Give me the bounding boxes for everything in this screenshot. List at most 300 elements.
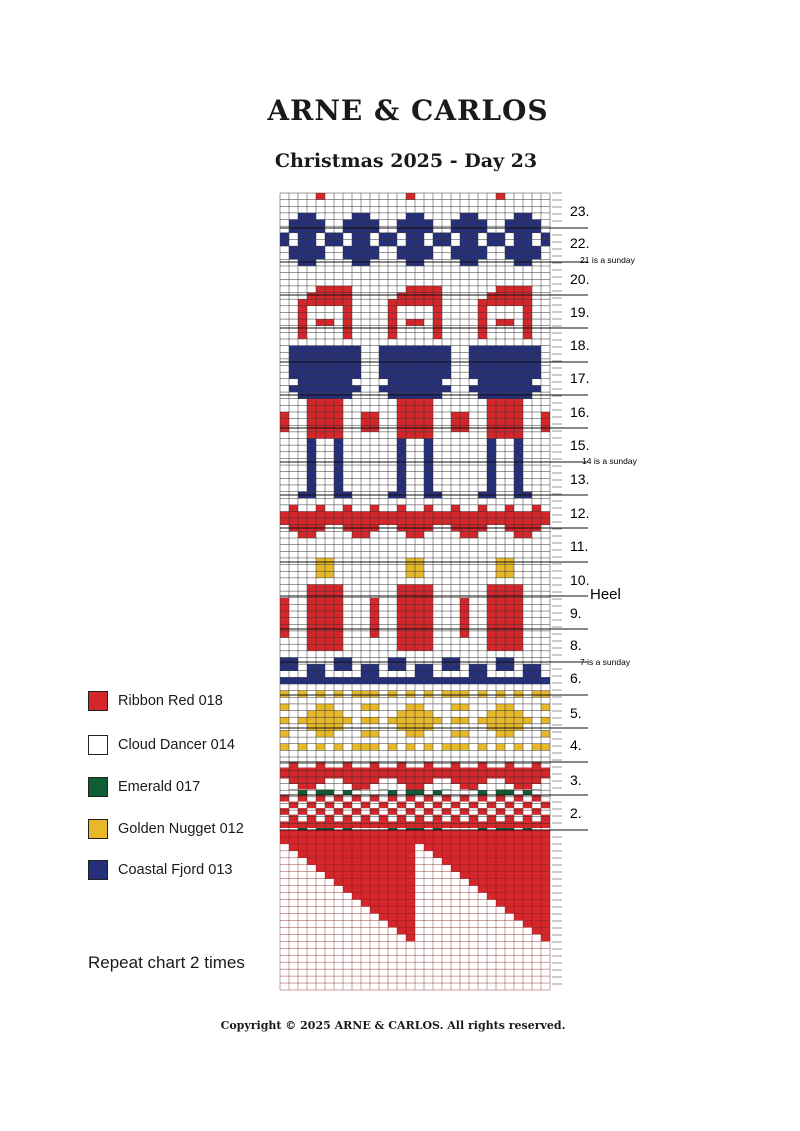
chart-cell <box>424 299 433 306</box>
toe-cell <box>370 900 379 907</box>
chart-cell <box>307 399 316 406</box>
chart-cell <box>397 664 406 671</box>
toe-cell <box>388 830 397 837</box>
chart-cell <box>541 717 550 724</box>
toe-cell <box>325 837 334 844</box>
chart-cell <box>424 253 433 260</box>
chart-cell <box>532 744 541 751</box>
chart-cell <box>505 299 514 306</box>
chart-cell <box>298 372 307 379</box>
chart-cell <box>523 815 532 822</box>
chart-cell <box>298 213 307 220</box>
chart-cell <box>370 744 379 751</box>
legend-item-emerald <box>88 775 200 799</box>
chart-cell <box>469 352 478 359</box>
chart-cell <box>514 631 523 638</box>
chart-cell <box>496 565 505 572</box>
chart-cell <box>532 346 541 353</box>
chart-cell <box>406 724 415 731</box>
chart-cell <box>298 379 307 386</box>
chart-cell <box>406 565 415 572</box>
chart-cell <box>352 795 361 802</box>
chart-cell <box>388 795 397 802</box>
toe-cell <box>487 872 496 879</box>
chart-cell <box>460 773 469 779</box>
chart-cell <box>361 779 370 785</box>
chart-cell <box>469 779 478 785</box>
chart-cell <box>514 512 523 519</box>
chart-cell <box>307 439 316 446</box>
toe-cell <box>469 844 478 851</box>
chart-cell <box>478 332 487 339</box>
toe-cell <box>379 837 388 844</box>
chart-cell <box>397 399 406 406</box>
chart-cell <box>478 319 487 326</box>
chart-cell <box>505 591 514 598</box>
chart-cell <box>397 293 406 300</box>
chart-cell <box>406 253 415 260</box>
chart-cell <box>289 779 298 785</box>
chart-cell <box>316 319 325 326</box>
chart-cell <box>433 372 442 379</box>
chart-cell <box>487 604 496 611</box>
chart-cell <box>541 730 550 737</box>
chart-cell <box>415 352 424 359</box>
chart-cell <box>307 821 316 828</box>
toe-cell <box>406 920 415 927</box>
chart-cell <box>397 379 406 386</box>
legend-item-ribbon-red <box>88 689 223 713</box>
chart-cell <box>415 259 424 266</box>
chart-cell <box>487 233 496 240</box>
chart-cell <box>370 808 379 815</box>
chart-cell <box>505 346 514 353</box>
chart-cell <box>406 518 415 525</box>
chart-cell <box>415 604 424 611</box>
chart-cell <box>352 512 361 519</box>
toe-cell <box>343 865 352 872</box>
chart-cell <box>505 432 514 439</box>
chart-cell <box>523 762 532 768</box>
chart-cell <box>487 815 496 822</box>
chart-cell <box>316 618 325 625</box>
chart-cell <box>469 226 478 233</box>
chart-cell <box>532 220 541 227</box>
chart-cell <box>325 638 334 645</box>
chart-cell <box>433 677 442 684</box>
chart-cell <box>451 505 460 512</box>
chart-cell <box>514 478 523 485</box>
chart-cell <box>442 346 451 353</box>
chart-cell <box>451 246 460 253</box>
chart-cell <box>487 366 496 373</box>
chart-cell <box>343 253 352 260</box>
chart-cell <box>289 773 298 779</box>
chart-cell <box>325 512 334 519</box>
chart-cell <box>316 565 325 572</box>
chart-cell <box>505 795 514 802</box>
chart-cell <box>424 624 433 631</box>
chart-cell <box>460 624 469 631</box>
chart-cell <box>334 808 343 815</box>
chart-cell <box>361 226 370 233</box>
chart-cell <box>469 762 478 768</box>
toe-cell <box>406 865 415 872</box>
chart-cell <box>388 677 397 684</box>
chart-cell <box>343 346 352 353</box>
chart-cell <box>307 518 316 525</box>
toe-cell <box>505 893 514 900</box>
chart-cell <box>361 821 370 828</box>
chart-cell <box>361 773 370 779</box>
sunday-note: 7 is a sunday <box>580 657 631 667</box>
toe-cell <box>496 837 505 844</box>
chart-cell <box>334 399 343 406</box>
chart-cell <box>361 730 370 737</box>
toe-cell <box>361 872 370 879</box>
toe-cell <box>541 851 550 858</box>
chart-cell <box>298 259 307 266</box>
chart-cell <box>433 773 442 779</box>
toe-cell <box>442 851 451 858</box>
chart-cell <box>289 657 298 664</box>
chart-cell <box>325 779 334 785</box>
toe-cell <box>433 851 442 858</box>
chart-cell <box>334 611 343 618</box>
chart-cell <box>523 379 532 386</box>
chart-cell <box>514 425 523 432</box>
chart-cell <box>505 385 514 392</box>
chart-cell <box>298 220 307 227</box>
toe-cell <box>397 893 406 900</box>
chart-cell <box>343 332 352 339</box>
chart-cell <box>361 664 370 671</box>
chart-cell <box>298 233 307 240</box>
chart-cell <box>523 802 532 809</box>
chart-cell <box>415 239 424 246</box>
chart-cell <box>505 821 514 828</box>
chart-cell <box>541 773 550 779</box>
chart-cell <box>289 518 298 525</box>
chart-cell <box>451 784 460 790</box>
legend-label: Coastal Fjord 013 <box>118 862 233 878</box>
chart-cell <box>505 412 514 419</box>
chart-cell <box>352 253 361 260</box>
chart-cell <box>451 704 460 711</box>
chart-cell <box>496 644 505 651</box>
toe-cell <box>478 830 487 837</box>
chart-cell <box>370 762 379 768</box>
chart-cell <box>496 412 505 419</box>
chart-cell <box>325 425 334 432</box>
chart-cell <box>316 246 325 253</box>
chart-cell <box>325 598 334 605</box>
chart-cell <box>460 802 469 809</box>
chart-cell <box>298 762 307 768</box>
chart-cell <box>325 233 334 240</box>
day-label: 23. <box>570 203 590 219</box>
toe-cell <box>532 927 541 934</box>
chart-cell <box>415 293 424 300</box>
chart-cell <box>334 346 343 353</box>
chart-cell <box>415 808 424 815</box>
toe-cell <box>487 830 496 837</box>
chart-cell <box>424 293 433 300</box>
day-label: 17. <box>570 370 590 386</box>
toe-cell <box>532 886 541 893</box>
chart-cell <box>316 744 325 751</box>
chart-cell <box>379 784 388 790</box>
chart-cell <box>460 604 469 611</box>
chart-cell <box>325 624 334 631</box>
toe-cell <box>397 907 406 914</box>
chart-cell <box>406 372 415 379</box>
chart-cell <box>514 591 523 598</box>
chart-cell <box>406 531 415 538</box>
toe-cell <box>397 830 406 837</box>
chart-cell <box>334 657 343 664</box>
chart-cell <box>298 677 307 684</box>
chart-cell <box>487 724 496 731</box>
chart-cell <box>523 366 532 373</box>
chart-cell <box>469 795 478 802</box>
chart-cell <box>514 239 523 246</box>
chart-cell <box>334 485 343 492</box>
chart-cell <box>496 611 505 618</box>
chart-cell <box>334 239 343 246</box>
chart-cell <box>487 808 496 815</box>
chart-cell <box>388 657 397 664</box>
chart-cell <box>451 779 460 785</box>
chart-cell <box>280 419 289 426</box>
chart-cell <box>415 631 424 638</box>
chart-cell <box>325 611 334 618</box>
chart-cell <box>388 319 397 326</box>
chart-cell <box>496 346 505 353</box>
chart-cell <box>406 644 415 651</box>
toe-cell <box>514 830 523 837</box>
chart-cell <box>280 784 289 790</box>
chart-cell <box>505 253 514 260</box>
chart-cell <box>379 795 388 802</box>
chart-cell <box>280 808 289 815</box>
toe-cell <box>505 844 514 851</box>
chart-cell <box>325 704 334 711</box>
chart-cell <box>415 571 424 578</box>
chart-cell <box>469 213 478 220</box>
chart-cell <box>424 445 433 452</box>
chart-cell <box>514 773 523 779</box>
chart-cell <box>334 618 343 625</box>
toe-cell <box>406 851 415 858</box>
chart-cell <box>460 220 469 227</box>
chart-cell <box>505 711 514 718</box>
chart-cell <box>325 239 334 246</box>
chart-cell <box>289 762 298 768</box>
chart-cell <box>397 226 406 233</box>
chart-cell <box>352 246 361 253</box>
chart-cell <box>415 220 424 227</box>
chart-cell <box>514 213 523 220</box>
chart-cell <box>343 226 352 233</box>
chart-cell <box>505 644 514 651</box>
chart-cell <box>451 730 460 737</box>
chart-cell <box>280 624 289 631</box>
chart-cell <box>460 246 469 253</box>
chart-cell <box>298 253 307 260</box>
chart-cell <box>424 638 433 645</box>
chart-cell <box>280 518 289 525</box>
chart-cell <box>424 432 433 439</box>
chart-cell <box>406 802 415 809</box>
chart-cell <box>478 372 487 379</box>
toe-cell <box>379 851 388 858</box>
chart-cell <box>325 372 334 379</box>
chart-cell <box>388 664 397 671</box>
chart-cell <box>334 779 343 785</box>
chart-cell <box>415 591 424 598</box>
chart-cell <box>424 631 433 638</box>
chart-cell <box>514 452 523 459</box>
chart-cell <box>505 784 514 790</box>
toe-cell <box>523 893 532 900</box>
chart-cell <box>298 691 307 698</box>
chart-cell <box>325 379 334 386</box>
chart-cell <box>487 584 496 591</box>
chart-cell <box>388 306 397 313</box>
chart-cell <box>343 286 352 293</box>
chart-cell <box>469 385 478 392</box>
chart-cell <box>361 802 370 809</box>
chart-cell <box>523 512 532 519</box>
chart-cell <box>406 604 415 611</box>
chart-cell <box>460 730 469 737</box>
chart-cell <box>361 213 370 220</box>
chart-cell <box>415 598 424 605</box>
chart-cell <box>307 485 316 492</box>
chart-cell <box>325 815 334 822</box>
chart-cell <box>496 724 505 731</box>
chart-cell <box>496 773 505 779</box>
day-label: 19. <box>570 304 590 320</box>
chart-cell <box>415 412 424 419</box>
chart-cell <box>325 717 334 724</box>
toe-cell <box>352 879 361 886</box>
chart-cell <box>505 399 514 406</box>
chart-cell <box>307 631 316 638</box>
chart-cell <box>424 779 433 785</box>
chart-cell <box>397 505 406 512</box>
toe-cell <box>289 837 298 844</box>
chart-cell <box>532 366 541 373</box>
chart-cell <box>496 299 505 306</box>
chart-cell <box>388 366 397 373</box>
chart-cell <box>406 591 415 598</box>
chart-cell <box>397 598 406 605</box>
chart-cell <box>325 802 334 809</box>
chart-cell <box>496 795 505 802</box>
toe-cell <box>406 830 415 837</box>
chart-cell <box>415 286 424 293</box>
chart-cell <box>361 412 370 419</box>
chart-cell <box>316 512 325 519</box>
chart-cell <box>343 815 352 822</box>
chart-cell <box>514 432 523 439</box>
chart-cell <box>334 512 343 519</box>
chart-cell <box>280 677 289 684</box>
toe-cell <box>325 865 334 872</box>
chart-cell <box>352 259 361 266</box>
chart-cell <box>442 815 451 822</box>
toe-cell <box>370 844 379 851</box>
chart-cell <box>469 677 478 684</box>
chart-cell <box>487 773 496 779</box>
chart-cell <box>514 677 523 684</box>
chart-cell <box>460 598 469 605</box>
toe-cell <box>532 900 541 907</box>
chart-cell <box>523 213 532 220</box>
chart-cell <box>424 452 433 459</box>
toe-cell <box>352 837 361 844</box>
chart-cell <box>415 366 424 373</box>
chart-cell <box>361 671 370 678</box>
chart-cell <box>280 691 289 698</box>
chart-cell <box>379 762 388 768</box>
toe-cell <box>460 837 469 844</box>
chart-cell <box>424 399 433 406</box>
toe-cell <box>469 851 478 858</box>
chart-cell <box>523 808 532 815</box>
toe-cell <box>352 844 361 851</box>
toe-cell <box>343 858 352 865</box>
chart-cell <box>442 784 451 790</box>
chart-cell <box>325 385 334 392</box>
chart-cell <box>316 815 325 822</box>
chart-cell <box>307 239 316 246</box>
chart-cell <box>334 677 343 684</box>
chart-cell <box>541 795 550 802</box>
chart-cell <box>325 352 334 359</box>
chart-cell <box>496 366 505 373</box>
toe-cell <box>406 872 415 879</box>
chart-cell <box>406 425 415 432</box>
chart-cell <box>325 795 334 802</box>
chart-cell <box>397 644 406 651</box>
toe-cell <box>343 830 352 837</box>
chart-cell <box>325 571 334 578</box>
toe-cell <box>532 865 541 872</box>
chart-cell <box>325 299 334 306</box>
toe-cell <box>496 886 505 893</box>
chart-cell <box>370 671 379 678</box>
chart-cell <box>433 286 442 293</box>
chart-cell <box>361 717 370 724</box>
chart-cell <box>523 326 532 333</box>
chart-cell <box>334 711 343 718</box>
chart-cell <box>496 744 505 751</box>
chart-cell <box>325 711 334 718</box>
chart-cell <box>541 802 550 809</box>
chart-cell <box>307 591 316 598</box>
chart-cell <box>541 419 550 426</box>
chart-cell <box>334 598 343 605</box>
chart-cell <box>478 717 487 724</box>
chart-cell <box>523 531 532 538</box>
chart-cell <box>433 379 442 386</box>
chart-cell <box>343 306 352 313</box>
chart-cell <box>397 485 406 492</box>
chart-cell <box>334 405 343 412</box>
